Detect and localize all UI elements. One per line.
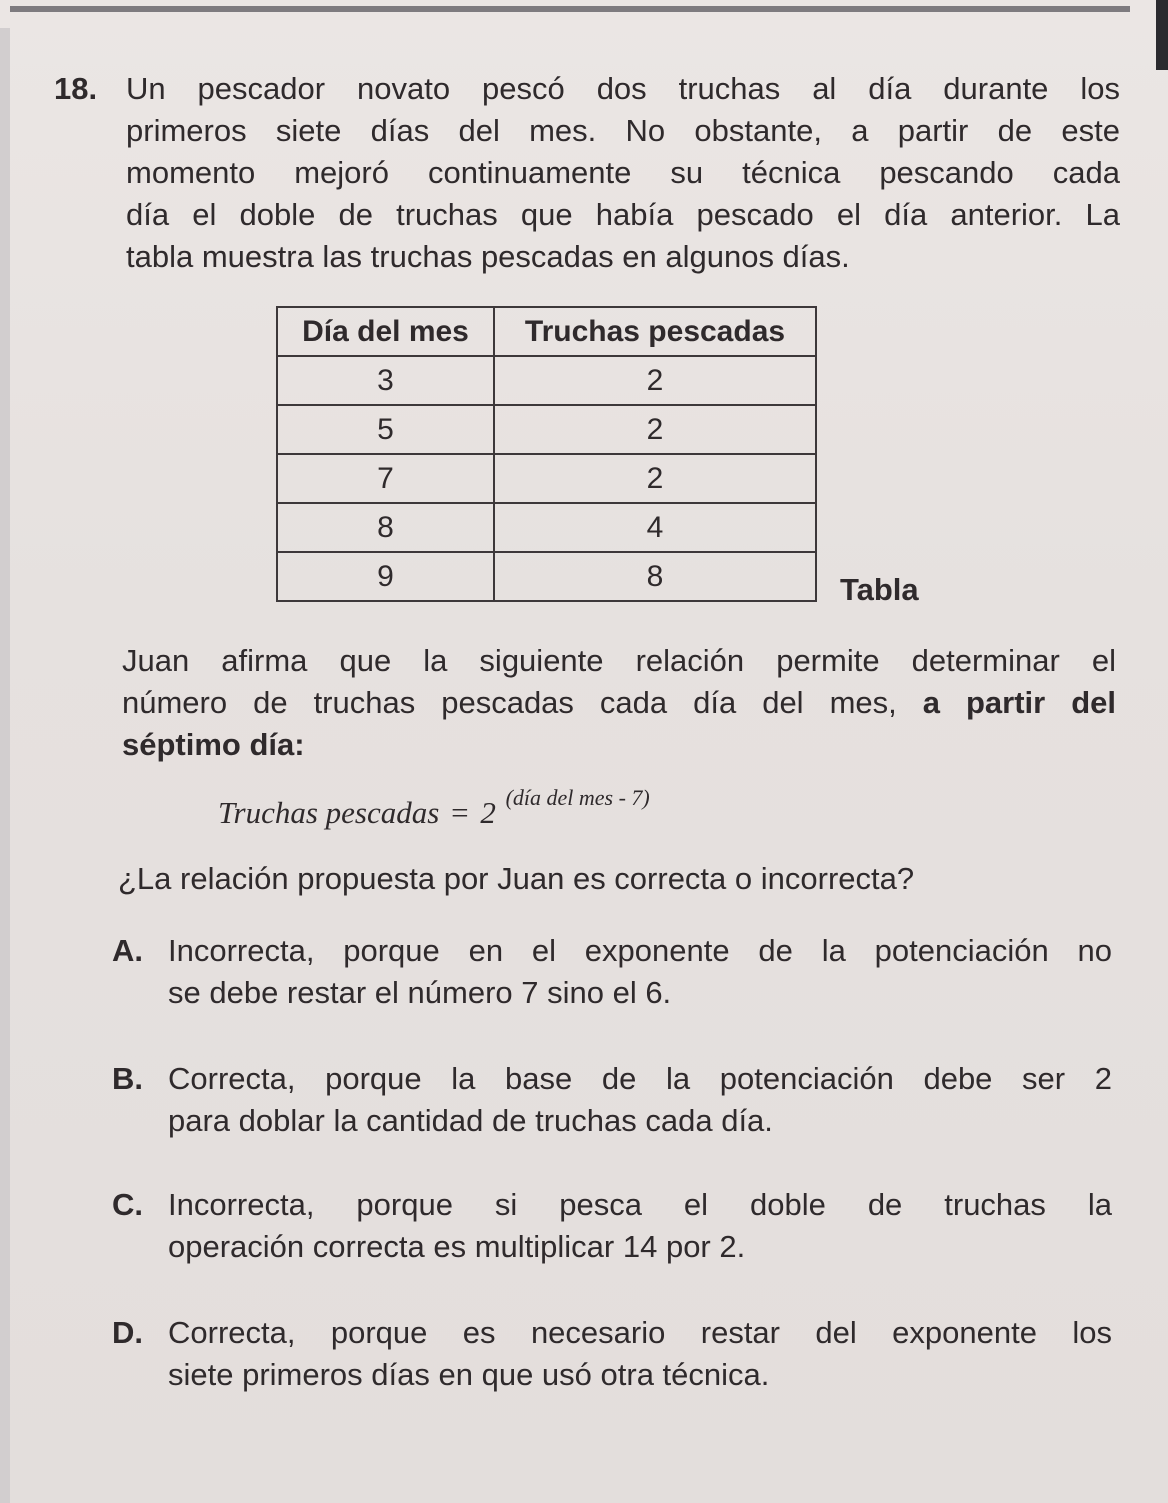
trout-table [276,306,817,602]
cell-day: 8 [277,503,494,552]
option-line: Correcta, porque es necesario restar del exponente los [168,1315,1112,1350]
table-row [277,454,816,503]
question-number: 18. [54,71,98,106]
option-letter: C. [112,1187,143,1222]
option-text [168,930,1112,1014]
option-text [168,1058,1112,1142]
option-line: Correcta, porque la base de la potenciación debe ser 2 [168,1061,1112,1096]
table-caption: Tabla [840,572,919,607]
stem-line: tabla muestra las truchas pescadas en algunos días. [126,239,850,274]
formula-lhs: Truchas pescadas [218,795,440,830]
option-line: operación correcta es multiplicar 14 por 2. [168,1229,746,1264]
cell-day: 7 [277,454,494,503]
cell-trout: 4 [494,503,816,552]
table-row [277,356,816,405]
table-row [277,552,816,601]
claim-line [122,724,1116,766]
stem-line: primeros siete días del mes. No obstante, a partir de este [126,113,1120,148]
cell-trout: 2 [494,405,816,454]
claim-line: Juan afirma que la siguiente relación permite determinar el [122,643,1116,678]
table-row [277,503,816,552]
formula-base: 2 [480,795,496,830]
claim-bold: séptimo día: [122,727,305,762]
option-letter: B. [112,1061,143,1096]
cell-trout: 2 [494,454,816,503]
page-left-edge [0,28,10,1503]
cell-day: 5 [277,405,494,454]
cell-trout: 8 [494,552,816,601]
cell-day: 9 [277,552,494,601]
cell-day: 3 [277,356,494,405]
question-prompt [118,858,1112,900]
option-letter: A. [112,933,143,968]
question-stem [126,68,1120,278]
claim-line-with-bold [122,682,1116,724]
stem-line: Un pescador novato pescó dos truchas al día durante los [126,71,1120,106]
option-line: se debe restar el número 7 sino el 6. [168,975,672,1010]
option-line: Incorrecta, porque en el exponente de la potenciación no [168,933,1112,968]
formula-exponent: (día del mes - 7) [505,785,650,810]
stem-line: momento mejoró continuamente su técnica pescando cada [126,155,1120,190]
header-trout: Truchas pescadas [494,307,816,356]
table-row [277,405,816,454]
option-letter: D. [112,1315,143,1350]
option-line: Incorrecta, porque si pesca el doble de truchas la [168,1187,1112,1222]
formula [218,785,650,837]
claim-line: número de truchas pescadas cada día del mes, [122,685,897,720]
option-text [168,1184,1112,1268]
top-rule [10,6,1130,12]
formula-equals: = [451,795,469,830]
option-line: para doblar la cantidad de truchas cada día. [168,1103,773,1138]
table-header-row [277,307,816,356]
page-right-edge [1156,0,1168,70]
header-day: Día del mes [277,307,494,356]
prompt-line: ¿La relación propuesta por Juan es correcta o incorrecta? [118,861,915,896]
option-text [168,1312,1112,1396]
claim-paragraph [122,640,1116,766]
cell-trout: 2 [494,356,816,405]
option-line: siete primeros días en que usó otra técnica. [168,1357,770,1392]
stem-line: día el doble de truchas que había pescado el día anterior. La [126,197,1120,232]
claim-bold: a partir del [922,685,1116,720]
